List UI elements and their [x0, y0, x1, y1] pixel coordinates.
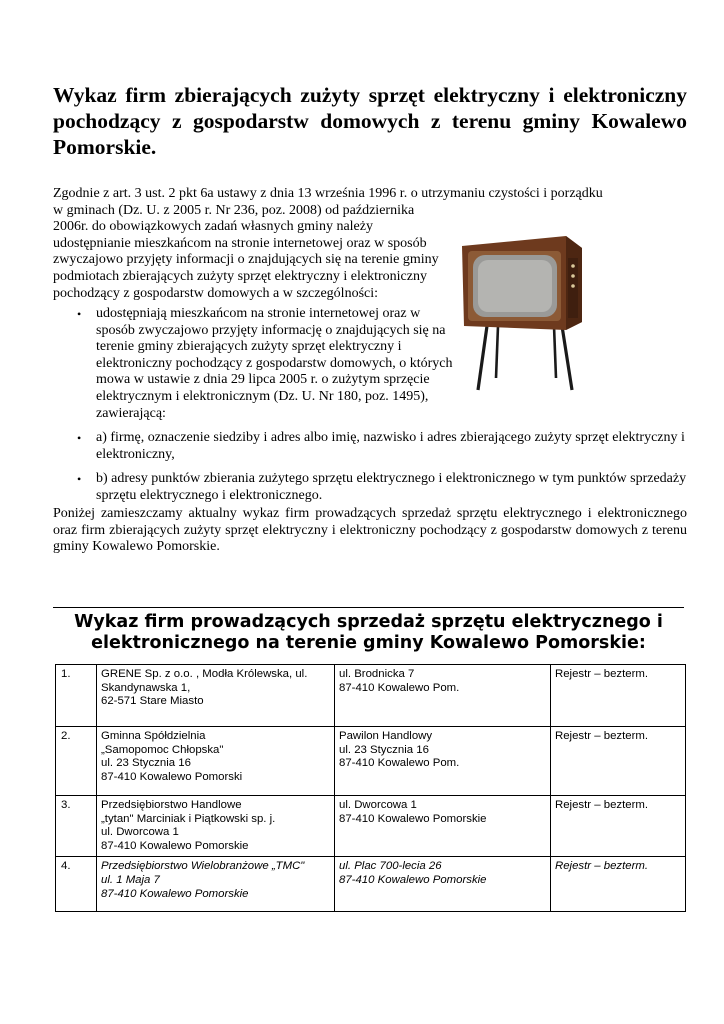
list-item-text: udostępniają mieszkańcom na stronie internetowej oraz w sposób zwyczajowo przyjęty informację o znajdujących się na terenie gminy zbierających zużyty sprzęt elektryczny i elektroniczny pochodzący z gospodarstw domowych, o których mowa w ustawie z dnia 29 lipca 2005 r. o zużytym sprzęcie elektrycznym i elektronicznym (Dz. U. Nr 180, poz. 1495), zawierającą: [96, 306, 453, 421]
list-item [53, 471, 693, 504]
company-cell [97, 665, 335, 727]
intro-paragraph: w gminach (Dz. U. z 2005 r. Nr 236, poz. 2008) od października 2006r. do obowiązkowych zadań własnych gminy należy udostępnianie mieszkańcom na stronie internetowej oraz w sposób zwyczajowo przyjęty informacji o znajdujących się na terenie gminy podmiotach zbierających zużyty sprzęt elektryczny i elektroniczny pochodzący z gospodarstw domowych a w szczególności: [53, 202, 439, 301]
requirements-list [53, 306, 693, 513]
address-line: ul. Dworcowa 1 [339, 799, 417, 811]
table-row [56, 665, 686, 727]
divider [53, 607, 684, 608]
company-line: ul. Dworcowa 1 [101, 826, 179, 839]
company-cell [97, 796, 335, 857]
row-number: 1. [56, 665, 97, 727]
table-row [56, 857, 686, 912]
address-line: Pawilon Handlowy [339, 730, 433, 742]
address-line: ul. 23 Stycznia 16 [339, 743, 429, 756]
address-line: 87-410 Kowalewo Pomorskie [339, 812, 487, 825]
company-line: 87-410 Kowalewo Pomorskie [101, 839, 249, 852]
bullet-icon: • [77, 431, 82, 446]
status-cell: Rejestr – bezterm. [551, 727, 686, 796]
company-line: ul. 1 Maja 7 [101, 873, 160, 886]
page-title: Wykaz firm zbierających zużyty sprzęt elektryczny i elektroniczny pochodzący z gospodarstw domowych z terenu gminy Kowalewo Pomorskie. [53, 83, 687, 159]
company-line: Przedsiębiorstwo Handlowe [101, 799, 242, 811]
address-line: 87-410 Kowalewo Pom. [339, 681, 460, 694]
table-row [56, 796, 686, 857]
company-line: 87-410 Kowalewo Pomorski [101, 770, 243, 783]
address-cell [335, 796, 551, 857]
firms-table [55, 664, 686, 912]
list-item [53, 430, 693, 463]
row-number: 4. [56, 857, 97, 912]
company-line: Gminna Spółdzielnia [101, 730, 206, 742]
status-cell: Rejestr – bezterm. [551, 857, 686, 912]
company-line: GRENE Sp. z o.o. , Modła Królewska, ul. [101, 668, 308, 680]
row-number: 2. [56, 727, 97, 796]
company-cell [97, 857, 335, 912]
address-line: ul. Plac 700-lecia 26 [339, 860, 442, 873]
bullet-icon: • [77, 307, 82, 321]
address-cell [335, 727, 551, 796]
bullet-icon: • [77, 472, 82, 487]
list-item [53, 306, 456, 422]
company-line: ul. 23 Stycznia 16 [101, 757, 191, 770]
company-line: 87-410 Kowalewo Pomorskie [101, 887, 249, 900]
table-title: Wykaz firm prowadzących sprzedaż sprzętu elektrycznego i elektronicznego na terenie gminy Kowalewo Pomorskie: [74, 612, 663, 653]
company-cell [97, 727, 335, 796]
address-cell [335, 857, 551, 912]
company-line: Przedsiębiorstwo Wielobranżowe „TMC" [101, 860, 305, 873]
table-row [56, 727, 686, 796]
company-line: „tytan" Marciniak i Piątkowski sp. j. [101, 812, 276, 825]
list-item-text: b) adresy punktów zbierania zużytego sprzętu elektrycznego i elektronicznego w tym punktów sprzedaży sprzętu elektrycznego i elektronicznego. [96, 471, 687, 503]
outro-paragraph: Poniżej zamieszczamy aktualny wykaz firm prowadzących sprzedaż sprzętu elektrycznego i elektronicznego oraz firm zbierających zużyty sprzęt elektryczny i elektroniczny pochodzący z gospodarstw domowych z terenu gminy Kowalewo Pomorskie. [53, 506, 687, 555]
company-line: „Samopomoc Chłopska" [101, 743, 224, 756]
row-number: 3. [56, 796, 97, 857]
address-line: 87-410 Kowalewo Pom. [339, 757, 460, 770]
status-cell: Rejestr – bezterm. [551, 796, 686, 857]
address-cell [335, 665, 551, 727]
company-line: Skandynawska 1, [101, 681, 191, 694]
company-line: 62-571 Stare Miasto [101, 695, 204, 708]
address-line: ul. Brodnicka 7 [339, 668, 415, 680]
list-item-text: a) firmę, oznaczenie siedziby i adres albo imię, nazwisko i adres zbierającego zużyty sprzęt elektryczny i elektroniczny, [96, 430, 685, 462]
address-line: 87-410 Kowalewo Pomorskie [339, 873, 487, 886]
intro-paragraph-first-line: Zgodnie z art. 3 ust. 2 pkt 6a ustawy z dnia 13 września 1996 r. o utrzymaniu czystości i porządku [53, 186, 603, 201]
status-cell: Rejestr – bezterm. [551, 665, 686, 727]
